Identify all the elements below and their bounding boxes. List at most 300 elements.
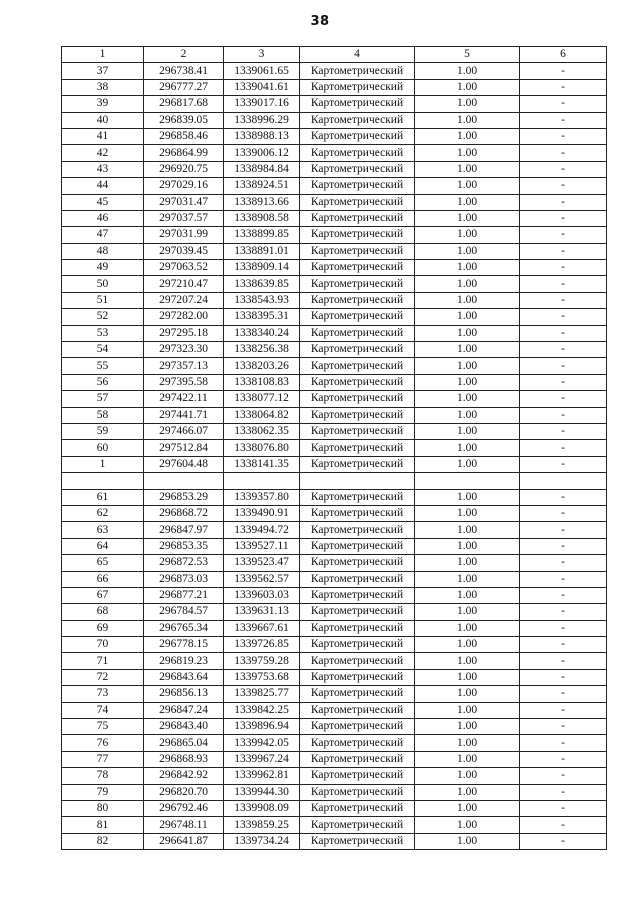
- accuracy-cell: 1.00: [415, 210, 520, 226]
- method-cell: Картометрический: [300, 702, 415, 718]
- method-cell: Картометрический: [300, 63, 415, 79]
- header-cell: 6: [520, 47, 607, 63]
- table-row: [62, 653, 607, 669]
- x-coordinate-cell: 297295.18: [144, 325, 224, 341]
- y-coordinate-cell: 1338899.85: [224, 227, 300, 243]
- y-coordinate-cell: 1339759.28: [224, 653, 300, 669]
- y-coordinate-cell: 1339896.94: [224, 719, 300, 735]
- method-cell: Картометрический: [300, 96, 415, 112]
- x-coordinate-cell: 297039.45: [144, 243, 224, 259]
- note-cell: -: [520, 505, 607, 521]
- point-number-cell: 59: [62, 423, 144, 439]
- point-number-cell: 63: [62, 522, 144, 538]
- x-coordinate-cell: 297441.71: [144, 407, 224, 423]
- accuracy-cell: 1.00: [415, 522, 520, 538]
- x-coordinate-cell: 296847.97: [144, 522, 224, 538]
- y-coordinate-cell: 1339357.80: [224, 489, 300, 505]
- accuracy-cell: 1.00: [415, 63, 520, 79]
- point-number-cell: 39: [62, 96, 144, 112]
- y-coordinate-cell: 1339603.03: [224, 587, 300, 603]
- y-coordinate-cell: 1339041.61: [224, 79, 300, 95]
- y-coordinate-cell: 1339061.65: [224, 63, 300, 79]
- method-cell: Картометрический: [300, 538, 415, 554]
- note-cell: -: [520, 292, 607, 308]
- y-coordinate-cell: 1339490.91: [224, 505, 300, 521]
- table-row: [62, 587, 607, 603]
- note-cell: -: [520, 800, 607, 816]
- method-cell: Картометрический: [300, 128, 415, 144]
- y-coordinate-cell: 1338062.35: [224, 423, 300, 439]
- point-number-cell: 43: [62, 161, 144, 177]
- accuracy-cell: 1.00: [415, 587, 520, 603]
- empty-cell: [520, 473, 607, 489]
- table-row: [62, 342, 607, 358]
- accuracy-cell: 1.00: [415, 800, 520, 816]
- point-number-cell: 46: [62, 210, 144, 226]
- note-cell: -: [520, 817, 607, 833]
- x-coordinate-cell: 296820.70: [144, 784, 224, 800]
- method-cell: Картометрический: [300, 751, 415, 767]
- point-number-cell: 78: [62, 768, 144, 784]
- x-coordinate-cell: 297037.57: [144, 210, 224, 226]
- table-row: [62, 260, 607, 276]
- table-row: [62, 276, 607, 292]
- point-number-cell: 76: [62, 735, 144, 751]
- method-cell: Картометрический: [300, 620, 415, 636]
- table-row: [62, 128, 607, 144]
- method-cell: Картометрический: [300, 292, 415, 308]
- method-cell: Картометрический: [300, 817, 415, 833]
- method-cell: Картометрический: [300, 571, 415, 587]
- method-cell: Картометрический: [300, 604, 415, 620]
- method-cell: Картометрический: [300, 423, 415, 439]
- accuracy-cell: 1.00: [415, 604, 520, 620]
- accuracy-cell: 1.00: [415, 784, 520, 800]
- note-cell: -: [520, 784, 607, 800]
- y-coordinate-cell: 1339017.16: [224, 96, 300, 112]
- note-cell: -: [520, 96, 607, 112]
- table-row: [62, 817, 607, 833]
- accuracy-cell: 1.00: [415, 555, 520, 571]
- accuracy-cell: 1.00: [415, 342, 520, 358]
- y-coordinate-cell: 1339726.85: [224, 637, 300, 653]
- method-cell: Картометрический: [300, 505, 415, 521]
- table-row: [62, 505, 607, 521]
- note-cell: -: [520, 342, 607, 358]
- table-row: [62, 538, 607, 554]
- x-coordinate-cell: 297031.47: [144, 194, 224, 210]
- accuracy-cell: 1.00: [415, 686, 520, 702]
- accuracy-cell: 1.00: [415, 292, 520, 308]
- table-row: [62, 309, 607, 325]
- accuracy-cell: 1.00: [415, 96, 520, 112]
- x-coordinate-cell: 296784.57: [144, 604, 224, 620]
- note-cell: -: [520, 587, 607, 603]
- x-coordinate-cell: 297512.84: [144, 440, 224, 456]
- table-row: [62, 637, 607, 653]
- method-cell: Картометрический: [300, 637, 415, 653]
- table-row: [62, 604, 607, 620]
- x-coordinate-cell: 297063.52: [144, 260, 224, 276]
- y-coordinate-cell: 1338340.24: [224, 325, 300, 341]
- accuracy-cell: 1.00: [415, 407, 520, 423]
- point-number-cell: 61: [62, 489, 144, 505]
- note-cell: -: [520, 260, 607, 276]
- method-cell: Картометрический: [300, 112, 415, 128]
- accuracy-cell: 1.00: [415, 79, 520, 95]
- table-row: [62, 686, 607, 702]
- note-cell: -: [520, 358, 607, 374]
- accuracy-cell: 1.00: [415, 489, 520, 505]
- point-number-cell: 73: [62, 686, 144, 702]
- point-number-cell: 45: [62, 194, 144, 210]
- method-cell: Картометрический: [300, 407, 415, 423]
- method-cell: Картометрический: [300, 276, 415, 292]
- accuracy-cell: 1.00: [415, 227, 520, 243]
- note-cell: -: [520, 210, 607, 226]
- table-row: [62, 571, 607, 587]
- separator-row: [62, 473, 607, 489]
- point-number-cell: 65: [62, 555, 144, 571]
- point-number-cell: 62: [62, 505, 144, 521]
- y-coordinate-cell: 1339967.24: [224, 751, 300, 767]
- note-cell: -: [520, 407, 607, 423]
- note-cell: -: [520, 391, 607, 407]
- accuracy-cell: 1.00: [415, 178, 520, 194]
- y-coordinate-cell: 1339562.57: [224, 571, 300, 587]
- x-coordinate-cell: 297282.00: [144, 309, 224, 325]
- table-row: [62, 178, 607, 194]
- accuracy-cell: 1.00: [415, 833, 520, 849]
- x-coordinate-cell: 296853.35: [144, 538, 224, 554]
- note-cell: -: [520, 227, 607, 243]
- note-cell: -: [520, 620, 607, 636]
- note-cell: -: [520, 555, 607, 571]
- table-row: [62, 374, 607, 390]
- header-cell: 1: [62, 47, 144, 63]
- table-row: [62, 63, 607, 79]
- point-number-cell: 44: [62, 178, 144, 194]
- method-cell: Картометрический: [300, 79, 415, 95]
- empty-cell: [415, 473, 520, 489]
- y-coordinate-cell: 1338064.82: [224, 407, 300, 423]
- accuracy-cell: 1.00: [415, 440, 520, 456]
- note-cell: -: [520, 79, 607, 95]
- accuracy-cell: 1.00: [415, 161, 520, 177]
- note-cell: -: [520, 571, 607, 587]
- accuracy-cell: 1.00: [415, 128, 520, 144]
- method-cell: Картометрический: [300, 456, 415, 472]
- table-row: [62, 292, 607, 308]
- note-cell: -: [520, 243, 607, 259]
- y-coordinate-cell: 1339631.13: [224, 604, 300, 620]
- y-coordinate-cell: 1339006.12: [224, 145, 300, 161]
- table-row: [62, 489, 607, 505]
- point-number-cell: 75: [62, 719, 144, 735]
- point-number-cell: 79: [62, 784, 144, 800]
- x-coordinate-cell: 296864.99: [144, 145, 224, 161]
- y-coordinate-cell: 1338077.12: [224, 391, 300, 407]
- table-row: [62, 112, 607, 128]
- y-coordinate-cell: 1339962.81: [224, 768, 300, 784]
- table-row: [62, 358, 607, 374]
- accuracy-cell: 1.00: [415, 653, 520, 669]
- point-number-cell: 50: [62, 276, 144, 292]
- x-coordinate-cell: 296819.23: [144, 653, 224, 669]
- accuracy-cell: 1.00: [415, 112, 520, 128]
- point-number-cell: 55: [62, 358, 144, 374]
- x-coordinate-cell: 296778.15: [144, 637, 224, 653]
- x-coordinate-cell: 296872.53: [144, 555, 224, 571]
- method-cell: Картометрический: [300, 309, 415, 325]
- y-coordinate-cell: 1338639.85: [224, 276, 300, 292]
- accuracy-cell: 1.00: [415, 374, 520, 390]
- table-row: [62, 702, 607, 718]
- point-number-cell: 71: [62, 653, 144, 669]
- table-row: [62, 784, 607, 800]
- accuracy-cell: 1.00: [415, 358, 520, 374]
- point-number-cell: 53: [62, 325, 144, 341]
- point-number-cell: 48: [62, 243, 144, 259]
- note-cell: -: [520, 309, 607, 325]
- method-cell: Картометрический: [300, 260, 415, 276]
- point-number-cell: 37: [62, 63, 144, 79]
- point-number-cell: 54: [62, 342, 144, 358]
- empty-cell: [62, 473, 144, 489]
- point-number-cell: 80: [62, 800, 144, 816]
- y-coordinate-cell: 1339753.68: [224, 669, 300, 685]
- table-row: [62, 391, 607, 407]
- x-coordinate-cell: 296920.75: [144, 161, 224, 177]
- method-cell: Картометрический: [300, 522, 415, 538]
- x-coordinate-cell: 297323.30: [144, 342, 224, 358]
- empty-cell: [144, 473, 224, 489]
- method-cell: Картометрический: [300, 686, 415, 702]
- method-cell: Картометрический: [300, 653, 415, 669]
- x-coordinate-cell: 297029.16: [144, 178, 224, 194]
- header-cell: 4: [300, 47, 415, 63]
- x-coordinate-cell: 297466.07: [144, 423, 224, 439]
- x-coordinate-cell: 296853.29: [144, 489, 224, 505]
- x-coordinate-cell: 296843.40: [144, 719, 224, 735]
- x-coordinate-cell: 297031.99: [144, 227, 224, 243]
- point-number-cell: 38: [62, 79, 144, 95]
- y-coordinate-cell: 1338543.93: [224, 292, 300, 308]
- note-cell: -: [520, 276, 607, 292]
- table-row: [62, 194, 607, 210]
- accuracy-cell: 1.00: [415, 669, 520, 685]
- y-coordinate-cell: 1339667.61: [224, 620, 300, 636]
- point-number-cell: 64: [62, 538, 144, 554]
- table-row: [62, 227, 607, 243]
- table-row: [62, 719, 607, 735]
- note-cell: -: [520, 456, 607, 472]
- accuracy-cell: 1.00: [415, 637, 520, 653]
- y-coordinate-cell: 1338141.35: [224, 456, 300, 472]
- note-cell: -: [520, 325, 607, 341]
- coordinates-table: [61, 46, 607, 850]
- y-coordinate-cell: 1338395.31: [224, 309, 300, 325]
- y-coordinate-cell: 1339825.77: [224, 686, 300, 702]
- y-coordinate-cell: 1338108.83: [224, 374, 300, 390]
- table-row: [62, 407, 607, 423]
- point-number-cell: 69: [62, 620, 144, 636]
- method-cell: Картометрический: [300, 161, 415, 177]
- method-cell: Картометрический: [300, 145, 415, 161]
- point-number-cell: 77: [62, 751, 144, 767]
- point-number-cell: 51: [62, 292, 144, 308]
- point-number-cell: 42: [62, 145, 144, 161]
- point-number-cell: 82: [62, 833, 144, 849]
- x-coordinate-cell: 296843.64: [144, 669, 224, 685]
- y-coordinate-cell: 1338909.14: [224, 260, 300, 276]
- y-coordinate-cell: 1338924.51: [224, 178, 300, 194]
- accuracy-cell: 1.00: [415, 145, 520, 161]
- accuracy-cell: 1.00: [415, 309, 520, 325]
- accuracy-cell: 1.00: [415, 719, 520, 735]
- y-coordinate-cell: 1338891.01: [224, 243, 300, 259]
- method-cell: Картометрический: [300, 784, 415, 800]
- y-coordinate-cell: 1339523.47: [224, 555, 300, 571]
- point-number-cell: 52: [62, 309, 144, 325]
- method-cell: Картометрический: [300, 440, 415, 456]
- table-row: [62, 768, 607, 784]
- x-coordinate-cell: 296873.03: [144, 571, 224, 587]
- accuracy-cell: 1.00: [415, 702, 520, 718]
- y-coordinate-cell: 1338913.66: [224, 194, 300, 210]
- accuracy-cell: 1.00: [415, 325, 520, 341]
- table-row: [62, 833, 607, 849]
- note-cell: -: [520, 489, 607, 505]
- point-number-cell: 56: [62, 374, 144, 390]
- accuracy-cell: 1.00: [415, 260, 520, 276]
- method-cell: Картометрический: [300, 325, 415, 341]
- accuracy-cell: 1.00: [415, 538, 520, 554]
- table-row: [62, 210, 607, 226]
- note-cell: -: [520, 440, 607, 456]
- method-cell: Картометрический: [300, 178, 415, 194]
- x-coordinate-cell: 296817.68: [144, 96, 224, 112]
- y-coordinate-cell: 1338996.29: [224, 112, 300, 128]
- table-row: [62, 751, 607, 767]
- note-cell: -: [520, 522, 607, 538]
- table-row: [62, 522, 607, 538]
- x-coordinate-cell: 297395.58: [144, 374, 224, 390]
- table-row: [62, 440, 607, 456]
- x-coordinate-cell: 296842.92: [144, 768, 224, 784]
- note-cell: -: [520, 145, 607, 161]
- accuracy-cell: 1.00: [415, 817, 520, 833]
- table-row: [62, 79, 607, 95]
- y-coordinate-cell: 1339842.25: [224, 702, 300, 718]
- method-cell: Картометрический: [300, 587, 415, 603]
- note-cell: -: [520, 751, 607, 767]
- note-cell: -: [520, 653, 607, 669]
- x-coordinate-cell: 297604.48: [144, 456, 224, 472]
- empty-cell: [224, 473, 300, 489]
- note-cell: -: [520, 719, 607, 735]
- point-number-cell: 74: [62, 702, 144, 718]
- x-coordinate-cell: 297210.47: [144, 276, 224, 292]
- note-cell: -: [520, 178, 607, 194]
- accuracy-cell: 1.00: [415, 391, 520, 407]
- point-number-cell: 70: [62, 637, 144, 653]
- accuracy-cell: 1.00: [415, 243, 520, 259]
- method-cell: Картометрический: [300, 669, 415, 685]
- method-cell: Картометрический: [300, 374, 415, 390]
- note-cell: -: [520, 669, 607, 685]
- table-row: [62, 456, 607, 472]
- x-coordinate-cell: 296839.05: [144, 112, 224, 128]
- page-number: 38: [310, 14, 330, 29]
- x-coordinate-cell: 296748.11: [144, 817, 224, 833]
- y-coordinate-cell: 1339734.24: [224, 833, 300, 849]
- method-cell: Картометрический: [300, 194, 415, 210]
- x-coordinate-cell: 296856.13: [144, 686, 224, 702]
- point-number-cell: 81: [62, 817, 144, 833]
- note-cell: -: [520, 702, 607, 718]
- method-cell: Картометрический: [300, 391, 415, 407]
- method-cell: Картометрический: [300, 243, 415, 259]
- accuracy-cell: 1.00: [415, 620, 520, 636]
- method-cell: Картометрический: [300, 768, 415, 784]
- x-coordinate-cell: 296738.41: [144, 63, 224, 79]
- note-cell: -: [520, 604, 607, 620]
- point-number-cell: 49: [62, 260, 144, 276]
- y-coordinate-cell: 1338988.13: [224, 128, 300, 144]
- method-cell: Картометрический: [300, 719, 415, 735]
- note-cell: -: [520, 686, 607, 702]
- table-row: [62, 735, 607, 751]
- x-coordinate-cell: 296868.72: [144, 505, 224, 521]
- note-cell: -: [520, 833, 607, 849]
- accuracy-cell: 1.00: [415, 505, 520, 521]
- table-row: [62, 620, 607, 636]
- point-number-cell: 47: [62, 227, 144, 243]
- accuracy-cell: 1.00: [415, 571, 520, 587]
- x-coordinate-cell: 296877.21: [144, 587, 224, 603]
- table-row: [62, 423, 607, 439]
- point-number-cell: 58: [62, 407, 144, 423]
- method-cell: Картометрический: [300, 489, 415, 505]
- method-cell: Картометрический: [300, 342, 415, 358]
- x-coordinate-cell: 297357.13: [144, 358, 224, 374]
- x-coordinate-cell: 296792.46: [144, 800, 224, 816]
- method-cell: Картометрический: [300, 210, 415, 226]
- accuracy-cell: 1.00: [415, 276, 520, 292]
- y-coordinate-cell: 1338908.58: [224, 210, 300, 226]
- y-coordinate-cell: 1339944.30: [224, 784, 300, 800]
- x-coordinate-cell: 296868.93: [144, 751, 224, 767]
- note-cell: -: [520, 374, 607, 390]
- y-coordinate-cell: 1339859.25: [224, 817, 300, 833]
- point-number-cell: 72: [62, 669, 144, 685]
- x-coordinate-cell: 296847.24: [144, 702, 224, 718]
- note-cell: -: [520, 538, 607, 554]
- accuracy-cell: 1.00: [415, 768, 520, 784]
- point-number-cell: 68: [62, 604, 144, 620]
- note-cell: -: [520, 128, 607, 144]
- point-number-cell: 41: [62, 128, 144, 144]
- note-cell: -: [520, 161, 607, 177]
- note-cell: -: [520, 735, 607, 751]
- header-cell: 3: [224, 47, 300, 63]
- note-cell: -: [520, 194, 607, 210]
- table-body: [62, 47, 607, 850]
- y-coordinate-cell: 1338256.38: [224, 342, 300, 358]
- table-row: [62, 800, 607, 816]
- note-cell: -: [520, 637, 607, 653]
